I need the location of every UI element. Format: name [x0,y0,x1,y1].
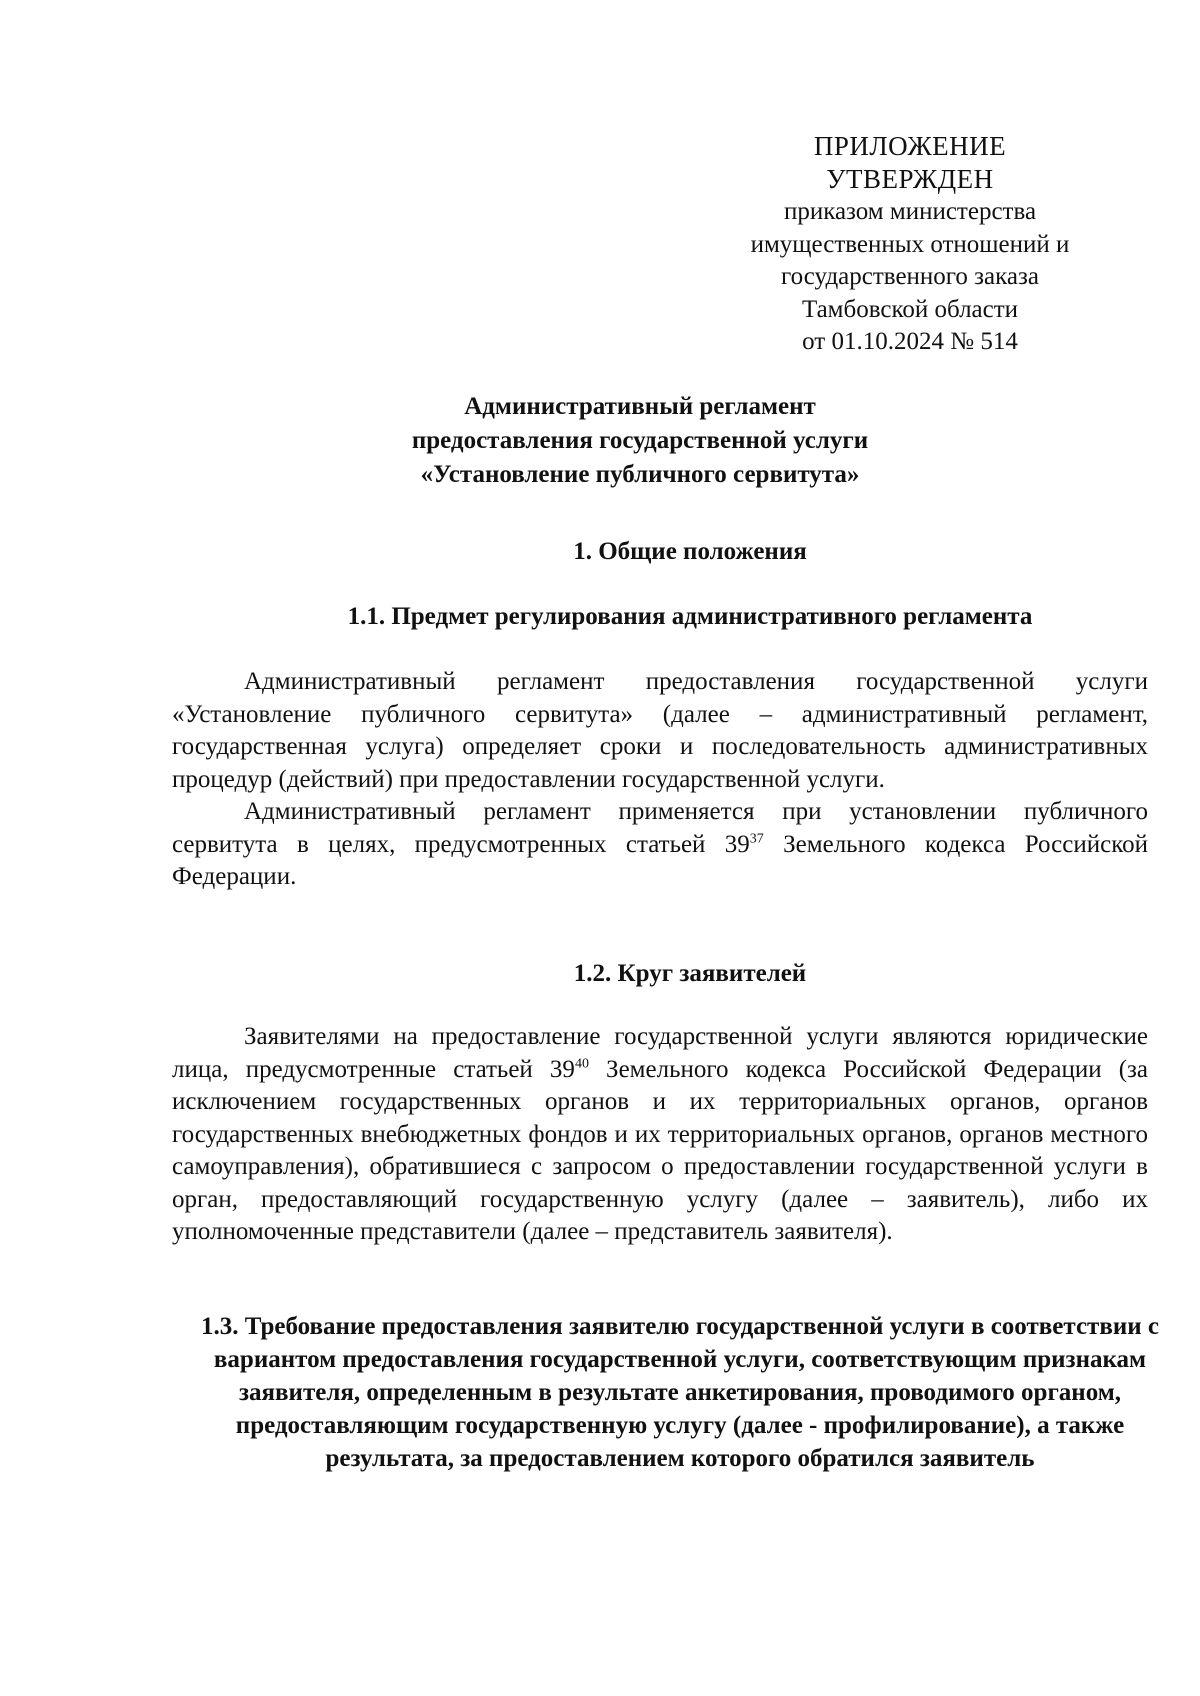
document-title-line-1: Административный регламент [464,393,816,420]
paragraph-text: Земельного кодекса Российской Федерации. [172,830,1148,890]
paragraph-text: Административный регламент применяется при установлении публичного сервитута в целях, предусмотренных статьей 39 [172,798,1148,858]
approval-order-line: приказом министерства [783,198,1037,225]
section-1-1-paragraph-2 [172,796,1148,894]
approval-appendix-label: ПРИЛОЖЕНИЕ [813,131,1007,161]
paragraph-text: Земельного кодекса Российской Федерации (за исключением государственных органов и их территориальных органов, органов государственных внебюджетных фондов и их территориальных органов, органов местного самоуправления), обратившиеся с запросом о предоставлении государственной услуги в орган, предоставляющий государственную услугу (далее – заявитель), либо их уполномоченные представители (далее – представитель заявителя). [172,1055,1148,1245]
document-title [200,390,1080,492]
section-1-2-body [172,1021,1148,1249]
section-1-3-heading: 1.3. Требование предоставления заявителю государственной услуги в соответствии с вариантом предоставления государственной услуги, соответствующим признакам заявителя, определенным в результате анкетирования, проводимого органом, предоставляющим государственную услугу (далее - профилирование), а также результата, за предоставлением которого обратился заявитель [201,1313,1159,1472]
document-title-line-2: предоставления государственной услуги [411,427,869,454]
section-1-1-body [172,666,1148,894]
document-title-line-3: «Установление публичного сервитута» [420,461,860,488]
article-superscript: 40 [574,1056,589,1072]
section-1-2-paragraph-1 [172,1021,1148,1249]
approval-ministry-line-2: государственного заказа [781,263,1039,290]
paragraph-text: Заявителями на предоставление государственной услуги являются юридические лица, предусмотренные статьей 39 [172,1023,1148,1083]
approval-date-number: от 01.10.2024 № 514 [802,328,1018,355]
approval-block [700,130,1120,359]
section-1-1-paragraph-1: Административный регламент предоставления государственной услуги «Установление публичного сервитута» (далее – административный регламент, государственная услуга) определяет сроки и последовательность административных процедур (действий) при предоставлении государственной услуги. [172,668,1148,793]
section-1-2-heading: 1.2. Круг заявителей [573,960,807,987]
section-1-1-heading: 1.1. Предмет регулирования административного регламента [347,603,1033,630]
approval-ministry-line: имущественных отношений и [750,230,1070,258]
approval-region-line: Тамбовской области [801,295,1019,323]
approval-approved-label: УТВЕРЖДЕН [826,164,994,194]
article-superscript: 37 [749,831,764,847]
section-1-heading: 1. Общие положения [573,538,807,565]
